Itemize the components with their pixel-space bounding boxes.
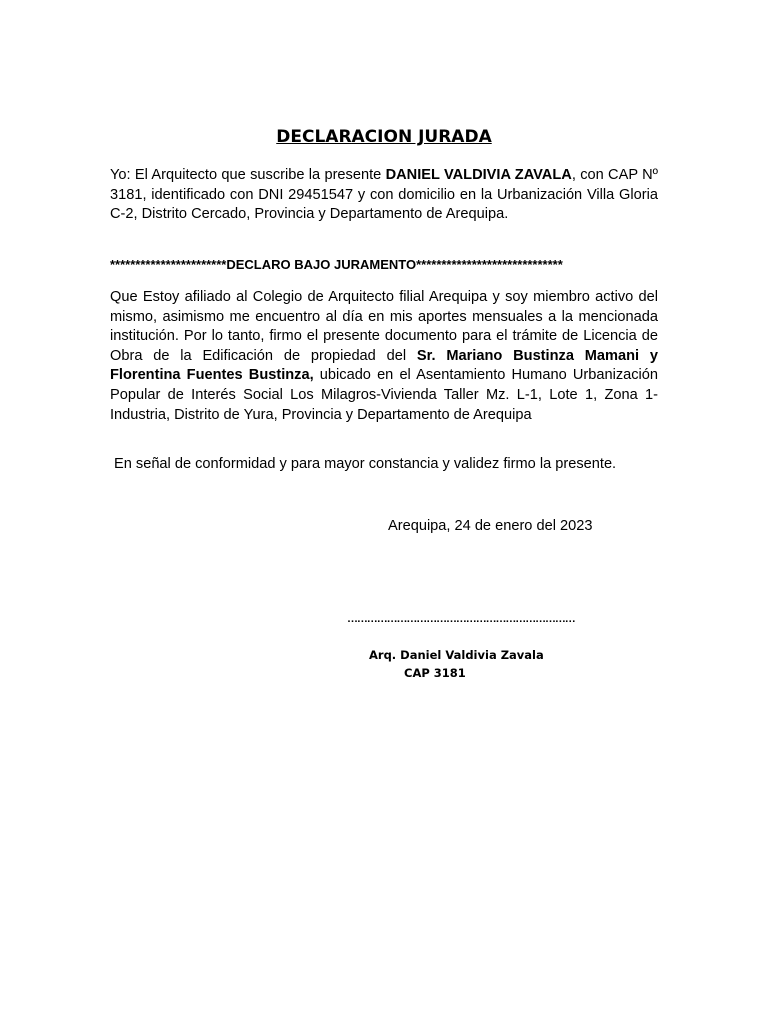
body-text-start: Que Estoy afiliado al Colegio de Arquitecto filial Arequipa y soy miembro activo del mismo, asimismo me encuentro al día en mis aportes mensuales a la mencionada institución. Por lo tanto, firmo el presente documento para el trámite de Licencia de Obra de la Edificación de propiedad del [110,289,658,364]
sworn-statement: ***********************DECLARO BAJO JURAMENTO***************************** [110,257,563,272]
document-title: DECLARACION JURADA [276,127,492,147]
body-text-end: ubicado en el Asentamiento Humano Urbanización Popular de Interés Social Los Milagros-Vivienda Taller Mz. L-1, Lote 1, Zona 1-Industria, Distrito de Yura, Provincia y Departamento de Arequipa [110,367,659,423]
property-owners: Sr. Mariano Bustinza Mamani y Florentina Fuentes Bustinza, [110,347,658,384]
body-paragraph [110,288,658,425]
place-date: Arequipa, 24 de enero del 2023 [388,518,593,534]
closing-paragraph: En señal de conformidad y para mayor constancia y validez firmo la presente. [114,456,617,472]
signature-cap: CAP 3181 [404,666,466,680]
intro-text-end: , con CAP Nº 3181, identificado con DNI 29451547 y con domicilio en la Urbanización Villa Gloria C-2, Distrito Cercado, Provincia y Departamento de Arequipa. [110,167,658,223]
signature-line: …………………………………………………………… [347,613,575,625]
intro-text-start: Yo: El Arquitecto que suscribe la presente [110,167,386,183]
signature-name: Arq. Daniel Valdivia Zavala [369,648,544,662]
intro-paragraph [110,166,658,225]
architect-name: DANIEL VALDIVIA ZAVALA [385,167,572,183]
